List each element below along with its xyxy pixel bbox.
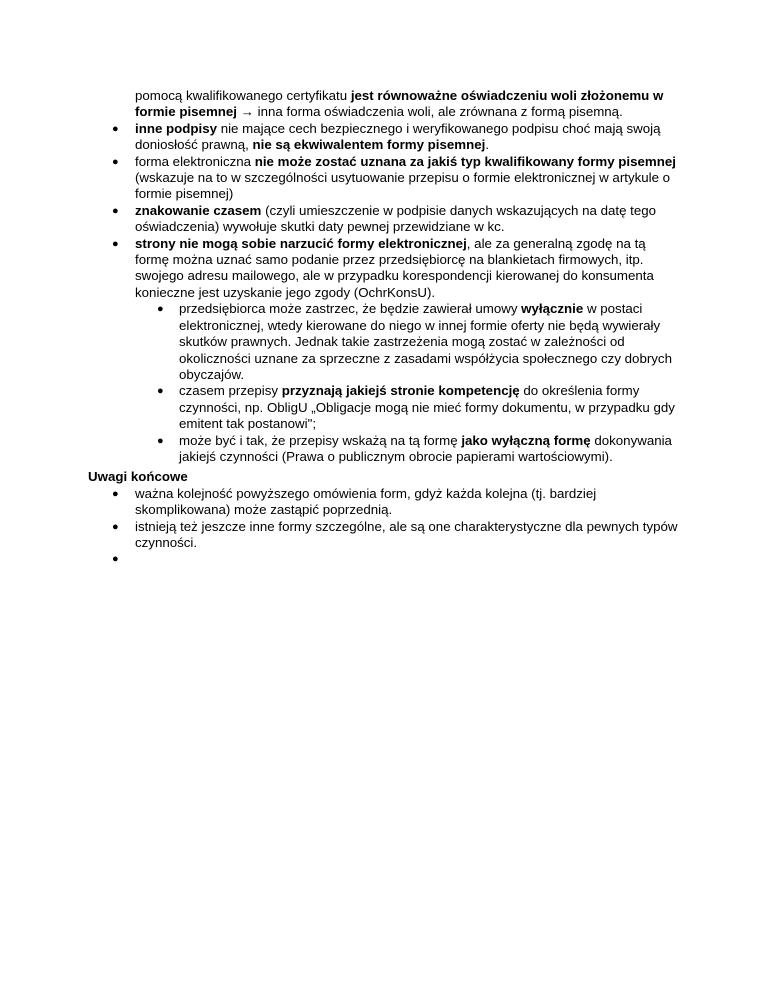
list-item [88,519,678,552]
bullet-icon: ● [112,155,119,168]
nested-list-item [135,383,678,432]
bullet-icon: ● [112,553,119,566]
bullet-icon: ● [112,122,119,135]
list-item [88,121,678,154]
text-run: (czyli umieszczenie w podpisie danych wskazujących na datę tego oświadczenia) wywołuje skutki daty pewnej przewidziane w kc. [135,202,657,235]
text-run: nie mające cech bezpiecznego i weryfikowanego podpisu choć mają swoją doniosłość prawną, [135,120,661,153]
text-run: może być i tak, że przepisy wskażą na tą formę [179,432,462,448]
list-item-text [135,236,678,302]
bold-phrase: jako wyłączną formę [461,432,591,448]
bullet-icon: ● [112,204,119,217]
bold-phrase: nie są ekwiwalentem formy pisemnej [252,137,486,153]
text-run: czasem przepisy [179,383,282,399]
nested-list-item [135,301,678,383]
bold-phrase: wyłącznie [521,301,584,317]
list-item [88,486,678,519]
main-bullet-list [88,121,678,466]
list-item-text [135,121,678,154]
list-item [88,236,678,466]
text-run: , ale za generalną zgodę na tą formę można uznać samo podanie przez przedsiębiorcę na blankietach firmowych, itp. swojego adresu mailowego, ale w przypadku korespondencji kierowanej do konsumenta konieczne jest uzyskanie jego zgody (OchrKonsU). [135,235,654,300]
nested-bullet-list [135,301,678,465]
empty-list-item [88,551,678,567]
continuation-bold-1: jest równoważne oświadczeniu woli złożonemu w formie pisemnej [135,88,664,120]
nested-list-item-text [179,383,678,432]
continuation-text-1: pomocą kwalifikowanego certyfikatu [135,88,351,103]
bold-phrase: znakowanie czasem [135,202,262,218]
nested-list-item [135,433,678,466]
bullet-icon: ● [157,303,164,316]
list-item-text: istnieją też jeszcze inne formy szczególne, ale są one charakterystyczne dla pewnych typów czynności. [135,518,678,550]
list-item-text [135,203,678,236]
text-run: . [485,137,490,153]
document-body [88,88,678,568]
list-item [88,203,678,236]
closing-bullet-list [88,486,678,568]
list-item [88,154,678,203]
bold-phrase: przyznają jakiejś stronie kompetencję [281,383,520,399]
list-item-text [135,154,678,203]
list-item-text: ważna kolejność powyższego omówienia form, gdyż każda kolejna (tj. bardziej skomplikowana) może zastąpić poprzednią. [135,485,597,518]
continuation-paragraph [135,88,675,121]
text-run: w postaci elektronicznej, wtedy kierowane do niego w innej formie oferty nie będą wywierały skutków prawnych. Jednak takie zastrzeżenia mogą zostać w zależności od okoliczności uznane za sprzeczne z zasadami współżycia społecznego czy dobrych obyczajów. [179,301,672,382]
bold-phrase: inne podpisy [135,120,218,136]
list-item-text [135,551,678,567]
bullet-icon: ● [157,434,164,447]
text-run: dokonywania jakiejś czynności (Prawa o publicznym obrocie papierami wartościowymi). [179,432,672,464]
text-run: przedsiębiorca może zastrzec, że będzie zawierał umowy [179,301,522,317]
bullet-icon: ● [112,520,119,533]
nested-list-item-text [179,301,678,383]
bullet-icon: ● [157,385,164,398]
bullet-icon: ● [112,487,119,500]
section-heading: Uwagi końcowe [88,469,188,485]
text-run: do określenia formy czynności, np. ObligU „Obligacje mogą nie mieć formy dokumentu, w przypadku gdy emitent tak postanowi"; [179,383,675,432]
bold-phrase: strony nie mogą sobie narzucić formy elektronicznej [135,235,467,251]
text-run: forma elektroniczna [135,153,255,169]
text-run: (wskazuje na to w szczególności usytuowanie przepisu o formie elektronicznej w artykule o formie pisemnej) [135,170,671,202]
bold-phrase: nie może zostać uznana za jakiś typ kwalifikowany formy pisemnej [254,153,676,169]
nested-list-item-text [179,433,678,466]
continuation-text-2: → inna forma oświadczenia woli, ale zrównana z formą pisemną. [236,104,623,120]
bullet-icon: ● [112,237,119,250]
